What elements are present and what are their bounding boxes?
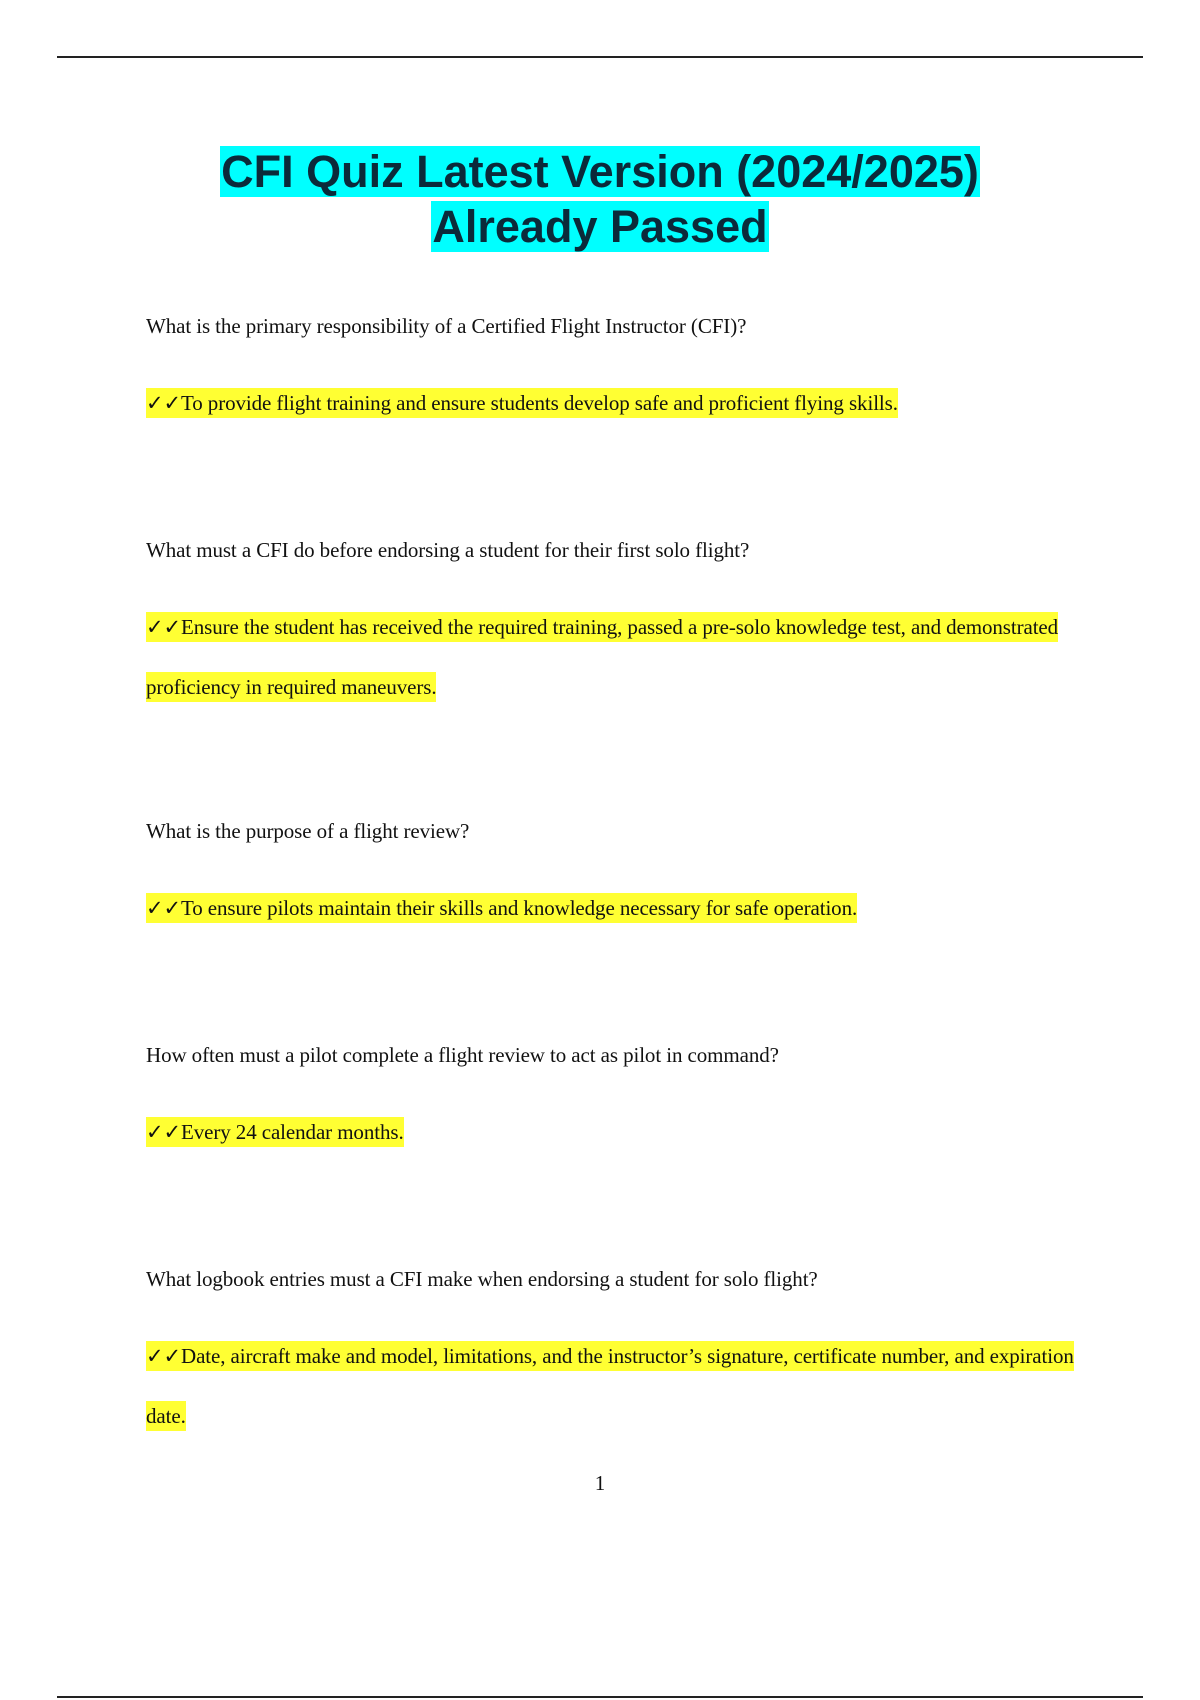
qa-item-2 (146, 537, 1096, 717)
page-number: 1 (594, 1471, 606, 1495)
title-line-2: Already Passed (432, 201, 768, 252)
qa-item-5 (146, 1266, 1096, 1446)
question-text: What logbook entries must a CFI make when endorsing a student for solo flight? (146, 1267, 818, 1291)
qa-item-3 (146, 818, 1096, 938)
answer-text: ✓✓To ensure pilots maintain their skills and knowledge necessary for safe operation. (146, 893, 857, 923)
qa-item-4 (146, 1042, 1096, 1162)
answer-text: ✓✓Every 24 calendar months. (146, 1117, 404, 1147)
answer-text: ✓✓Ensure the student has received the required training, passed a pre-solo knowledge test, and demonstrated proficiency in required maneuvers. (146, 612, 1058, 702)
double-check-icon: ✓✓ (146, 1120, 181, 1144)
top-rule (57, 56, 1143, 58)
qa-item-1 (146, 313, 1096, 433)
question-text: How often must a pilot complete a flight review to act as pilot in command? (146, 1043, 779, 1067)
answer-text: ✓✓To provide flight training and ensure students develop safe and proficient flying skills. (146, 388, 898, 418)
bottom-rule (57, 1696, 1143, 1698)
question-text: What is the primary responsibility of a Certified Flight Instructor (CFI)? (146, 314, 747, 338)
double-check-icon: ✓✓ (146, 1344, 181, 1368)
question-text: What must a CFI do before endorsing a student for their first solo flight? (146, 538, 750, 562)
answer-text: ✓✓Date, aircraft make and model, limitations, and the instructor’s signature, certificate number, and expiration date. (146, 1341, 1074, 1431)
document-title (0, 144, 1200, 254)
title-line-1: CFI Quiz Latest Version (2024/2025) (221, 146, 979, 197)
double-check-icon: ✓✓ (146, 896, 181, 920)
double-check-icon: ✓✓ (146, 615, 181, 639)
double-check-icon: ✓✓ (146, 391, 181, 415)
question-text: What is the purpose of a flight review? (146, 819, 470, 843)
